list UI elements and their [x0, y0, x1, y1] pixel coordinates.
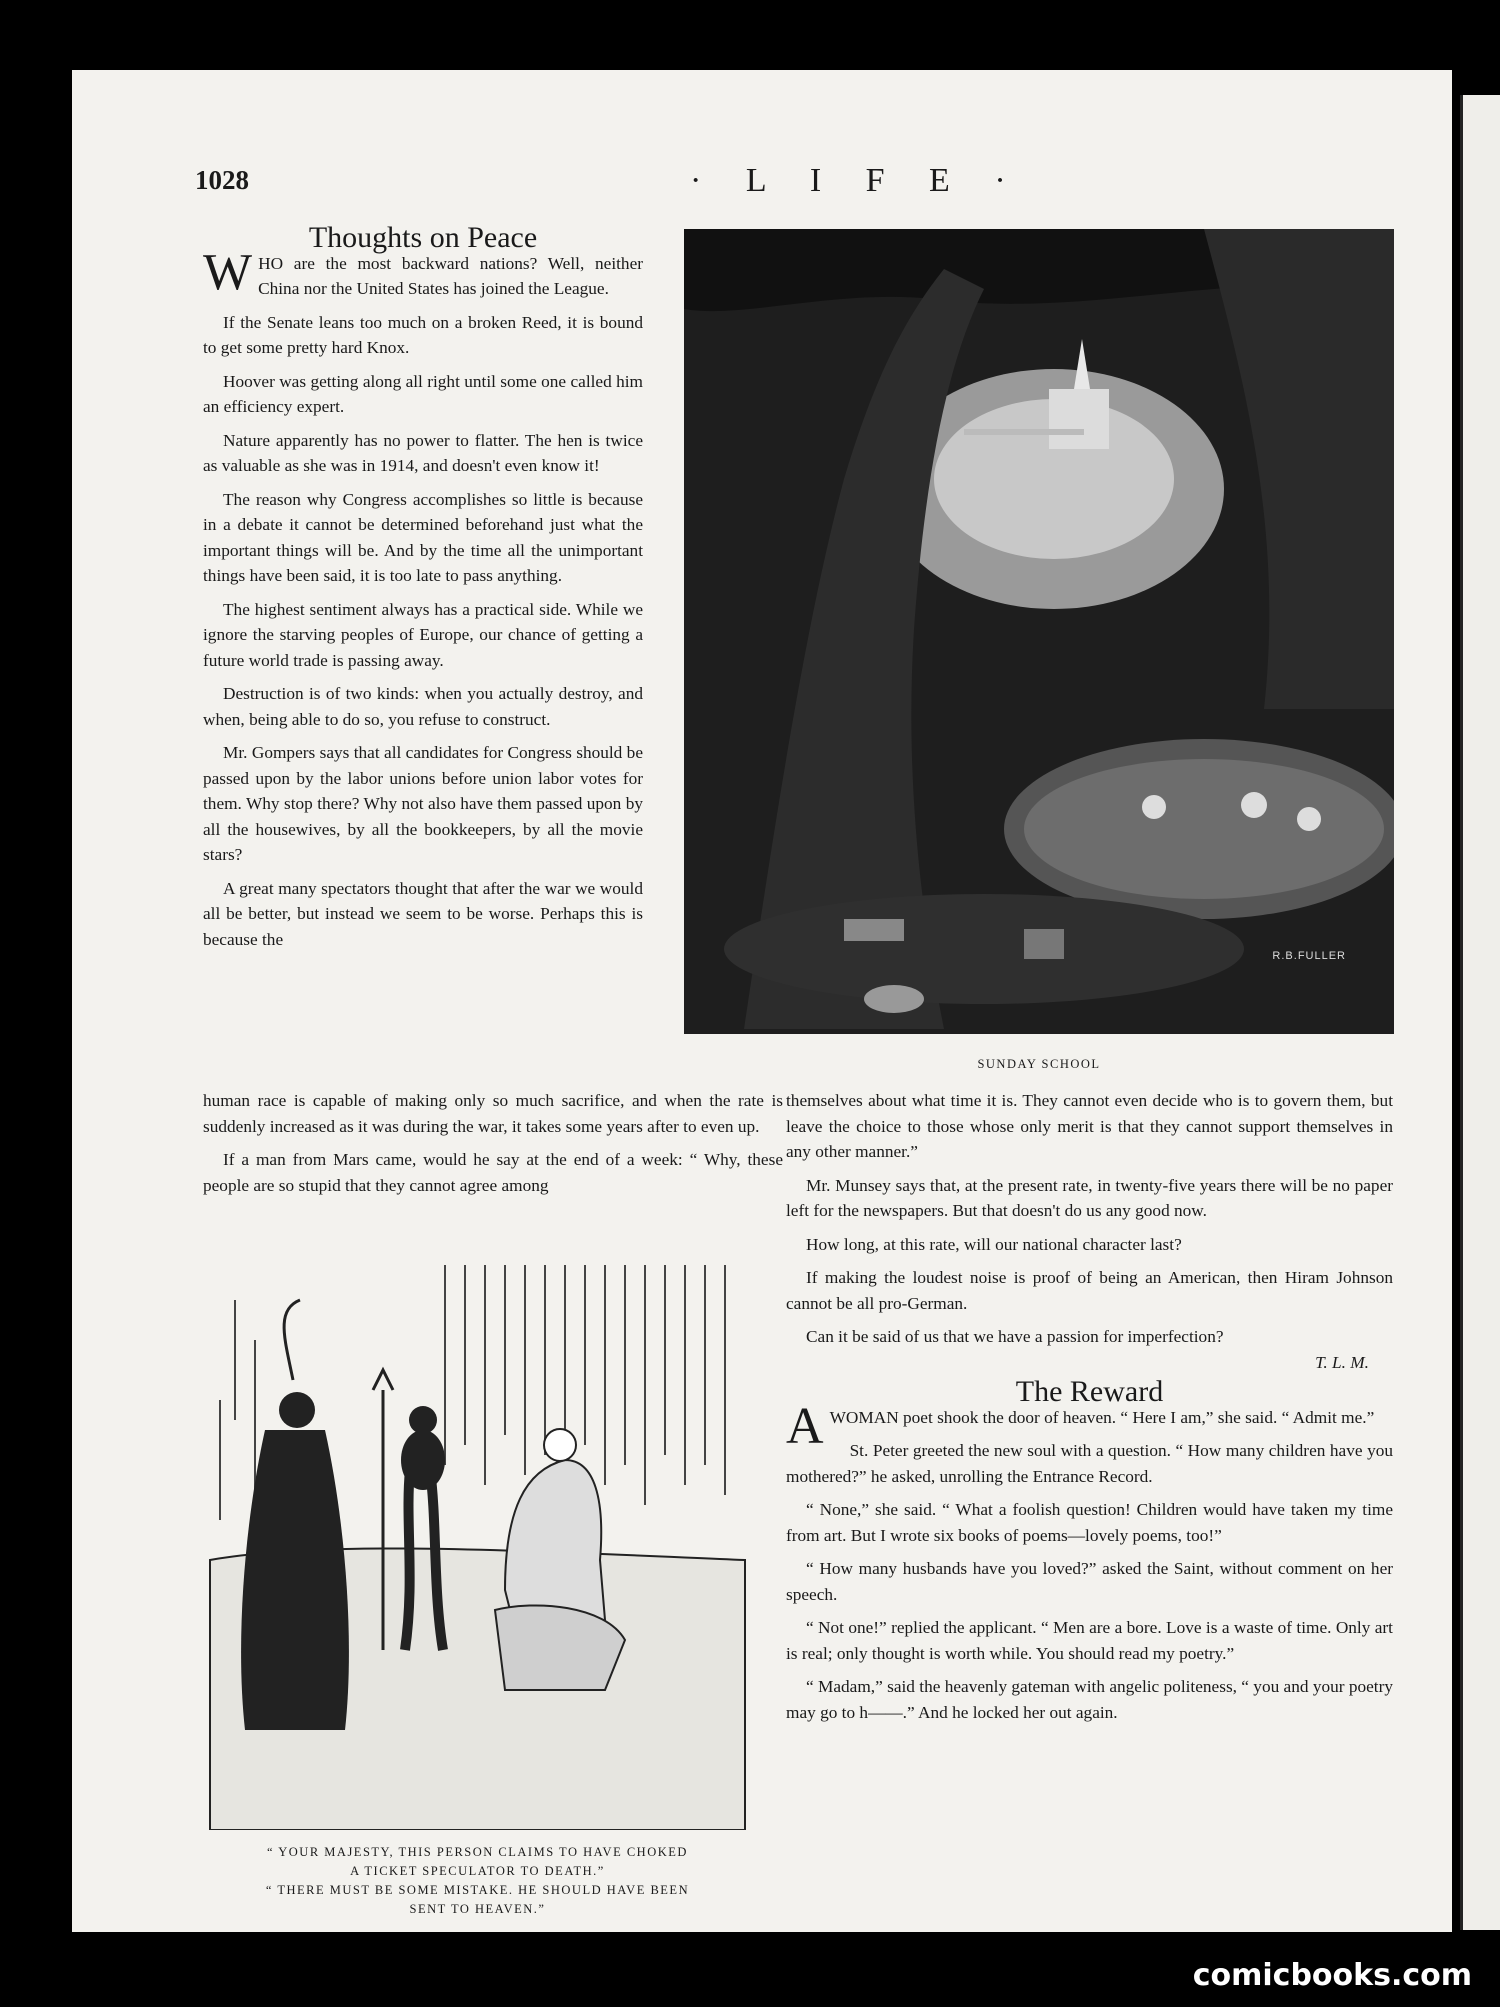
paragraph: AWOMAN poet shook the door of heaven. “ Here I am,” she said. “ Admit me.”	[786, 1397, 1375, 1455]
paragraph: The reason why Congress accomplishes so little is because in a debate it cannot be determined beforehand just what the important things will be. And by the time all the unimportant things have been said, it is too late to pass anything.	[203, 489, 643, 585]
paragraph: Can it be said of us that we have a passion for imperfection?	[806, 1327, 1224, 1346]
paragraph: Destruction is of two kinds: when you actually destroy, and when, being able to do so, you refuse to construct.	[203, 684, 643, 729]
drop-cap: A	[786, 1397, 824, 1455]
page-number: 1028	[195, 165, 249, 195]
paragraph: “ Madam,” said the heavenly gateman with angelic politeness, “ you and your poetry may go to h——.” And he locked her out again.	[786, 1677, 1393, 1722]
watermark: comicbooks.com	[1192, 1958, 1472, 1993]
sunday-school-caption: SUNDAY SCHOOL	[977, 1057, 1101, 1071]
paragraph: Mr. Munsey says that, at the present rate, in twenty-five years there will be no paper left for the newspapers. But that doesn't do us any good now.	[786, 1175, 1393, 1220]
caption-line: “ YOUR MAJESTY, THIS PERSON CLAIMS TO HAVE CHOKED	[267, 1845, 688, 1859]
paragraph: themselves about what time it is. They cannot even decide who is to govern them, but leave the choice to those whose only merit is that they cannot support themselves in any other manner.”	[786, 1091, 1393, 1161]
paragraph: Mr. Gompers says that all candidates for Congress should be passed upon by the labor unions before union labor votes for them. Why stop there? Why not also have them passed upon by all the housewives, by all the bookkeepers, by all the movie stars?	[203, 743, 643, 864]
article-continued-wide	[203, 1088, 783, 1206]
masthead: · L I F E ·	[690, 162, 1024, 199]
devil-cartoon	[205, 1260, 750, 1830]
paragraph: If a man from Mars came, would he say at the end of a week: “ Why, these people are so stupid that they cannot agree among	[203, 1150, 783, 1195]
article-right-column	[786, 1088, 1393, 1733]
paragraph: “ Not one!” replied the applicant. “ Men are a bore. Love is a waste of time. Only art is real; only thought is worth while. You should read my poetry.”	[786, 1618, 1393, 1663]
swimming-hole-drawing	[684, 229, 1394, 1034]
paragraph: St. Peter greeted the new soul with a question. “ How many children have you mothered?” he asked, unrolling the Entrance Record.	[786, 1441, 1393, 1486]
devil-court-drawing	[205, 1260, 750, 1830]
adjacent-page-edge	[1460, 95, 1500, 1930]
article-title: Thoughts on Peace	[308, 221, 538, 254]
paragraph: human race is capable of making only so much sacrifice, and when the rate is suddenly increased as it was during the war, it takes some years after to even up.	[203, 1091, 783, 1136]
devil-cartoon-caption	[200, 1843, 755, 1919]
drop-cap: W	[203, 243, 253, 301]
author-initials: T. L. M.	[1315, 1352, 1369, 1372]
paragraph: Hoover was getting along all right until some one called him an efficiency expert.	[203, 371, 643, 416]
paragraph: The highest sentiment always has a practical side. While we ignore the starving peoples of Europe, our chance of getting a future world trade is passing away.	[203, 599, 643, 670]
caption-line: “ THERE MUST BE SOME MISTAKE. HE SHOULD HAVE BEEN	[265, 1883, 690, 1897]
sunday-school-illustration	[684, 229, 1394, 1034]
paragraph: If the Senate leans too much on a broken Reed, it is bound to get some pretty hard Knox.	[203, 312, 643, 357]
paragraph: A great many spectators thought that after the war we would all be better, but instead we seem to be worse. Perhaps this is because the	[203, 878, 643, 949]
article-title: The Reward	[1015, 1375, 1164, 1408]
caption-line: SENT TO HEAVEN.”	[409, 1902, 546, 1916]
paragraph: WHO are the most backward nations? Well, neither China nor the United States has joined the League.	[203, 243, 643, 301]
paragraph: “ How many husbands have you loved?” asked the Saint, without comment on her speech.	[786, 1559, 1393, 1604]
paragraph: “ None,” she said. “ What a foolish question! Children would have taken my time from art. But I wrote six books of poems—lovely poems, too!”	[786, 1500, 1393, 1545]
artist-signature: R.B.FULLER	[1272, 950, 1346, 962]
paragraph: Nature apparently has no power to flatter. The hen is twice as valuable as she was in 1914, and doesn't even know it!	[203, 430, 643, 475]
caption-line: A TICKET SPECULATOR TO DEATH.”	[350, 1864, 605, 1878]
article-thoughts-on-peace	[203, 221, 643, 960]
paragraph: How long, at this rate, will our national character last?	[806, 1234, 1182, 1254]
paragraph: If making the loudest noise is proof of being an American, then Hiram Johnson cannot be all pro-German.	[786, 1268, 1393, 1313]
